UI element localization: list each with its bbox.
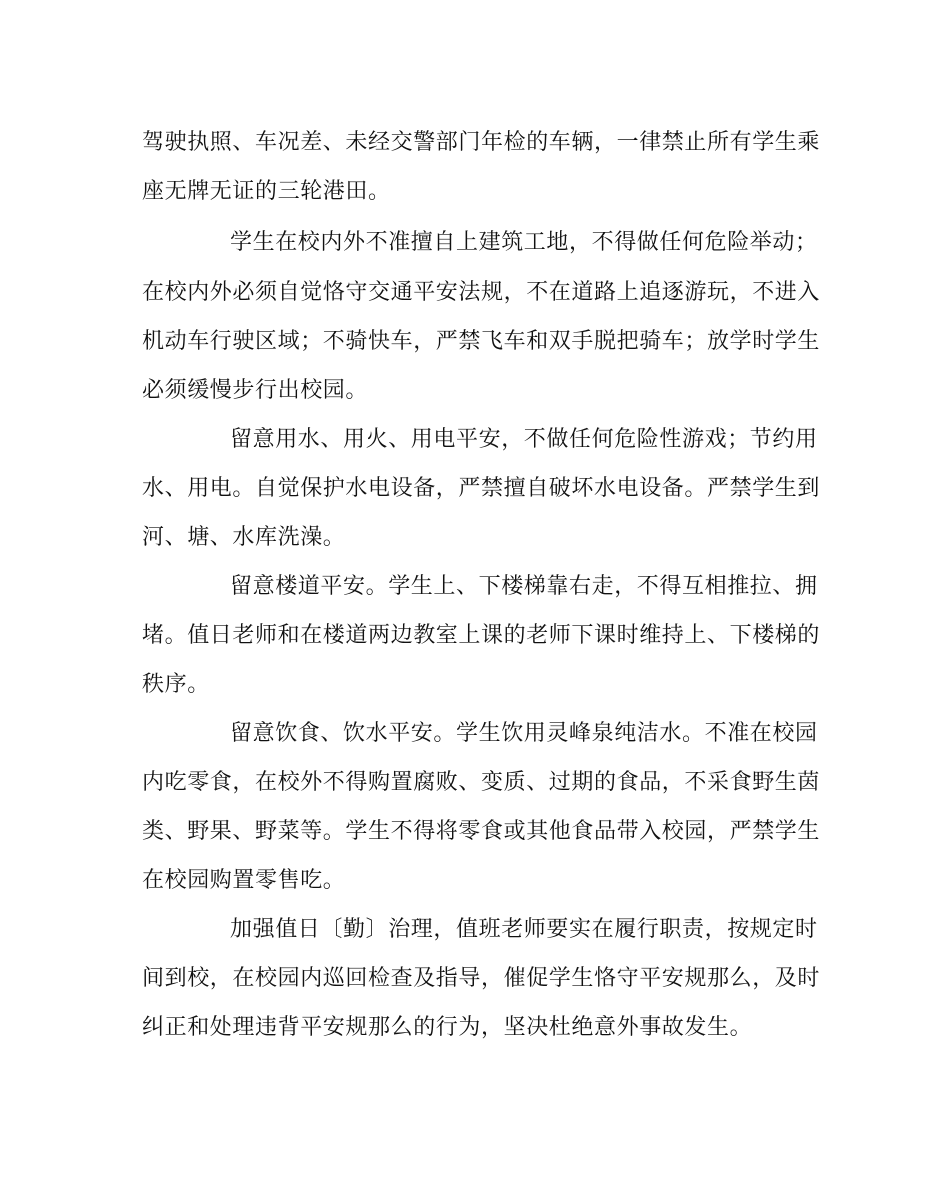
text-line: 间到校，在校园内巡回检查及指导，催促学生恪守平安规那么，及时 [142, 966, 821, 991]
text-line: 纠正和处理违背平安规那么的行为，坚决杜绝意外事故发生。 [142, 1015, 753, 1040]
paragraph-first-line: 留意饮食、饮水平安。学生饮用灵峰泉纯洁水。不准在校园 [230, 721, 818, 746]
text-line: 河、塘、水库洗澡。 [142, 525, 346, 550]
text-line: 堵。值日老师和在楼道两边教室上课的老师下课时维持上、下楼梯的 [142, 623, 821, 648]
paragraph-first-line: 学生在校内外不准擅自上建筑工地，不得做任何危险举动； [230, 230, 818, 255]
text-line: 座无牌无证的三轮港田。 [142, 179, 391, 204]
text-line: 水、用电。自觉保护水电设备，严禁擅自破坏水电设备。严禁学生到 [142, 476, 821, 501]
text-line: 内吃零食，在校外不得购置腐败、变质、过期的食品，不采食野生茵 [142, 770, 821, 795]
text-line: 类、野果、野菜等。学生不得将零食或其他食品带入校园，严禁学生 [142, 819, 821, 844]
text-line: 必须缓慢步行出校园。 [142, 378, 369, 403]
paragraph-first-line: 加强值日〔勤〕治理，值班老师要实在履行职责，按规定时 [230, 917, 818, 942]
paragraph-first-line: 留意用水、用火、用电平安，不做任何危险性游戏；节约用 [230, 427, 818, 452]
text-line: 机动车行驶区域；不骑快车，严禁飞车和双手脱把骑车；放学时学生 [142, 329, 821, 354]
paragraph-first-line: 留意楼道平安。学生上、下楼梯靠右走，不得互相推拉、拥 [230, 574, 818, 599]
text-line: 秩序。 [142, 672, 210, 697]
text-line: 在校园购置零售吃。 [142, 868, 346, 893]
text-line: 驾驶执照、车况差、未经交警部门年检的车辆，一律禁止所有学生乘 [142, 130, 821, 155]
text-line: 在校内外必须自觉恪守交通平安法规，不在道路上追逐游玩，不进入 [142, 280, 821, 305]
